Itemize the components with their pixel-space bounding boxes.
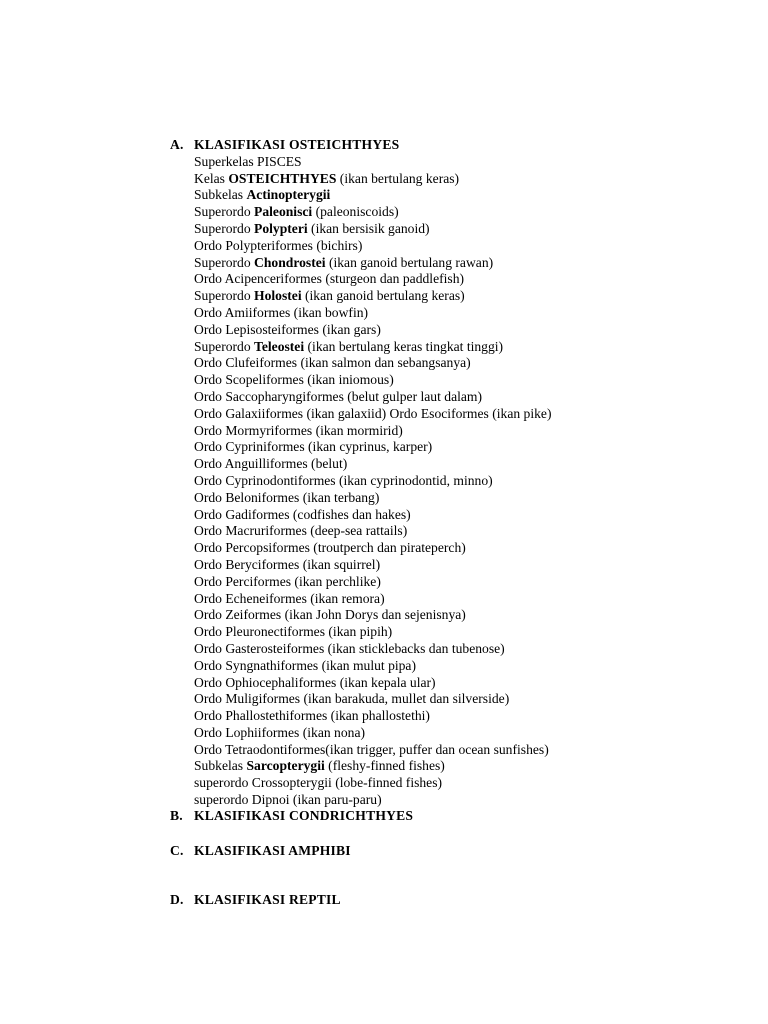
line-text: Ordo Percopsiformes (troutperch dan pirateperch)	[194, 540, 466, 556]
classification-line	[194, 658, 730, 675]
section-heading	[170, 892, 730, 909]
section-title: KLASIFIKASI REPTIL	[194, 892, 341, 907]
line-text: Superordo	[194, 254, 255, 270]
classification-line	[194, 507, 730, 524]
line-text: Ordo Zeiformes (ikan John Dorys dan sejenisnya)	[194, 607, 466, 623]
section-amphibi	[170, 843, 730, 860]
line-text: Ordo Mormyriformes (ikan mormirid)	[194, 422, 403, 438]
line-text: Ordo Syngnathiformes (ikan mulut pipa)	[194, 657, 416, 673]
line-text: Ordo Scopeliformes (ikan iniomous)	[194, 372, 394, 388]
line-text: Ordo Amiiformes (ikan bowfin)	[194, 304, 369, 320]
line-text: Ordo Pleuronectiformes (ikan pipih)	[194, 624, 393, 640]
classification-line	[194, 775, 730, 792]
classification-line	[194, 540, 730, 557]
classification-line	[194, 187, 730, 204]
line-text: Ordo Polypteriformes (bichirs)	[194, 237, 363, 253]
classification-line	[194, 574, 730, 591]
classification-line	[194, 221, 730, 238]
classification-line	[194, 591, 730, 608]
classification-line	[194, 154, 730, 171]
taxon-name: Holostei	[254, 288, 302, 304]
line-text: (paleoniscoids)	[312, 204, 399, 220]
classification-line	[194, 204, 730, 221]
classification-line	[194, 523, 730, 540]
classification-line	[194, 271, 730, 288]
classification-line	[194, 708, 730, 725]
section-condrichthyes	[170, 808, 730, 825]
line-text: superordo Crossopterygii (lobe-finned fishes)	[194, 775, 443, 791]
taxon-name: Actinopterygii	[246, 187, 331, 203]
line-text: Superordo	[194, 204, 255, 220]
classification-line	[194, 305, 730, 322]
section-title: KLASIFIKASI CONDRICHTHYES	[194, 808, 414, 823]
classification-line	[194, 607, 730, 624]
line-text: Superkelas PISCES	[194, 153, 302, 169]
line-text: Ordo Saccopharyngiformes (belut gulper laut dalam)	[194, 388, 483, 404]
classification-line	[194, 288, 730, 305]
line-text: (ikan bertulang keras)	[336, 170, 460, 186]
section-letter: B.	[170, 808, 183, 823]
line-text: (fleshy-finned fishes)	[324, 758, 445, 774]
line-text: Subkelas	[194, 187, 247, 203]
line-text: Ordo Anguilliformes (belut)	[194, 456, 348, 472]
classification-line	[194, 624, 730, 641]
line-text: Ordo Ophiocephaliformes (ikan kepala ular)	[194, 674, 436, 690]
line-text: Ordo Acipenceriformes (sturgeon dan paddlefish)	[194, 271, 465, 287]
classification-line	[194, 557, 730, 574]
section-heading	[170, 843, 730, 860]
line-text: Ordo Cyprinodontiformes (ikan cyprinodontid, minno)	[194, 472, 493, 488]
classification-line	[194, 439, 730, 456]
line-text: Subkelas	[194, 758, 247, 774]
classification-line	[194, 641, 730, 658]
line-text: Ordo Beryciformes (ikan squirrel)	[194, 556, 381, 572]
classification-line	[194, 355, 730, 372]
line-text: Superordo	[194, 288, 255, 304]
section-letter: C.	[170, 843, 184, 858]
classification-line	[194, 456, 730, 473]
classification-line	[194, 238, 730, 255]
line-text: (ikan bersisik ganoid)	[307, 220, 430, 236]
classification-line	[194, 322, 730, 339]
line-text: Ordo Gadiformes (codfishes dan hakes)	[194, 506, 411, 522]
section-heading	[170, 808, 730, 825]
line-text: Ordo Clufeiformes (ikan salmon dan sebangsanya)	[194, 355, 471, 371]
taxon-name: OSTEICHTHYES	[228, 170, 337, 186]
classification-line	[194, 372, 730, 389]
line-text: Superordo	[194, 220, 255, 236]
line-text: Ordo Macruriformes (deep-sea rattails)	[194, 523, 408, 539]
classification-line	[194, 742, 730, 759]
taxon-name: Polypteri	[254, 220, 308, 236]
line-text: Ordo Perciformes (ikan perchlike)	[194, 573, 381, 589]
line-text: Ordo Lepisosteiformes (ikan gars)	[194, 321, 381, 337]
line-text: Kelas	[194, 170, 229, 186]
classification-line	[194, 691, 730, 708]
line-text: Ordo Tetraodontiformes(ikan trigger, puffer dan ocean sunfishes)	[194, 741, 549, 757]
classification-line	[194, 406, 730, 423]
line-text: Ordo Cypriniformes (ikan cyprinus, karper)	[194, 439, 433, 455]
classification-line	[194, 490, 730, 507]
line-text: superordo Dipnoi (ikan paru-paru)	[194, 792, 382, 808]
section-heading	[170, 137, 730, 154]
section-title: KLASIFIKASI OSTEICHTHYES	[194, 137, 400, 152]
line-text: (ikan ganoid bertulang rawan)	[325, 254, 494, 270]
section-title: KLASIFIKASI AMPHIBI	[194, 843, 351, 858]
section-letter: A.	[170, 137, 184, 152]
section-letter: D.	[170, 892, 184, 907]
classification-line	[194, 792, 730, 809]
taxon-name: Chondrostei	[254, 254, 326, 270]
line-text: Ordo Beloniformes (ikan terbang)	[194, 489, 380, 505]
line-text: Ordo Lophiiformes (ikan nona)	[194, 724, 366, 740]
classification-line	[194, 423, 730, 440]
line-text: Ordo Echeneiformes (ikan remora)	[194, 590, 385, 606]
classification-line	[194, 725, 730, 742]
line-text: Ordo Gasterosteiformes (ikan sticklebacks dan tubenose)	[194, 640, 505, 656]
line-text: Ordo Galaxiiformes (ikan galaxiid) Ordo Esociformes (ikan pike)	[194, 405, 552, 421]
section-reptil	[170, 892, 730, 909]
line-text: Ordo Phallostethiformes (ikan phallostethi)	[194, 708, 430, 724]
taxon-name: Sarcopterygii	[246, 758, 325, 774]
classification-line	[194, 171, 730, 188]
classification-line	[194, 675, 730, 692]
taxon-name: Paleonisci	[254, 204, 313, 220]
classification-line	[194, 758, 730, 775]
taxon-name: Teleostei	[254, 338, 305, 354]
classification-line	[194, 339, 730, 356]
line-text: Superordo	[194, 338, 255, 354]
line-text: (ikan ganoid bertulang keras)	[301, 288, 465, 304]
classification-line	[194, 255, 730, 272]
line-text: (ikan bertulang keras tingkat tinggi)	[304, 338, 504, 354]
line-text: Ordo Muligiformes (ikan barakuda, mullet dan silverside)	[194, 691, 510, 707]
classification-line	[194, 473, 730, 490]
classification-line	[194, 389, 730, 406]
section-osteichthyes	[170, 137, 730, 809]
classification-list	[194, 154, 730, 809]
